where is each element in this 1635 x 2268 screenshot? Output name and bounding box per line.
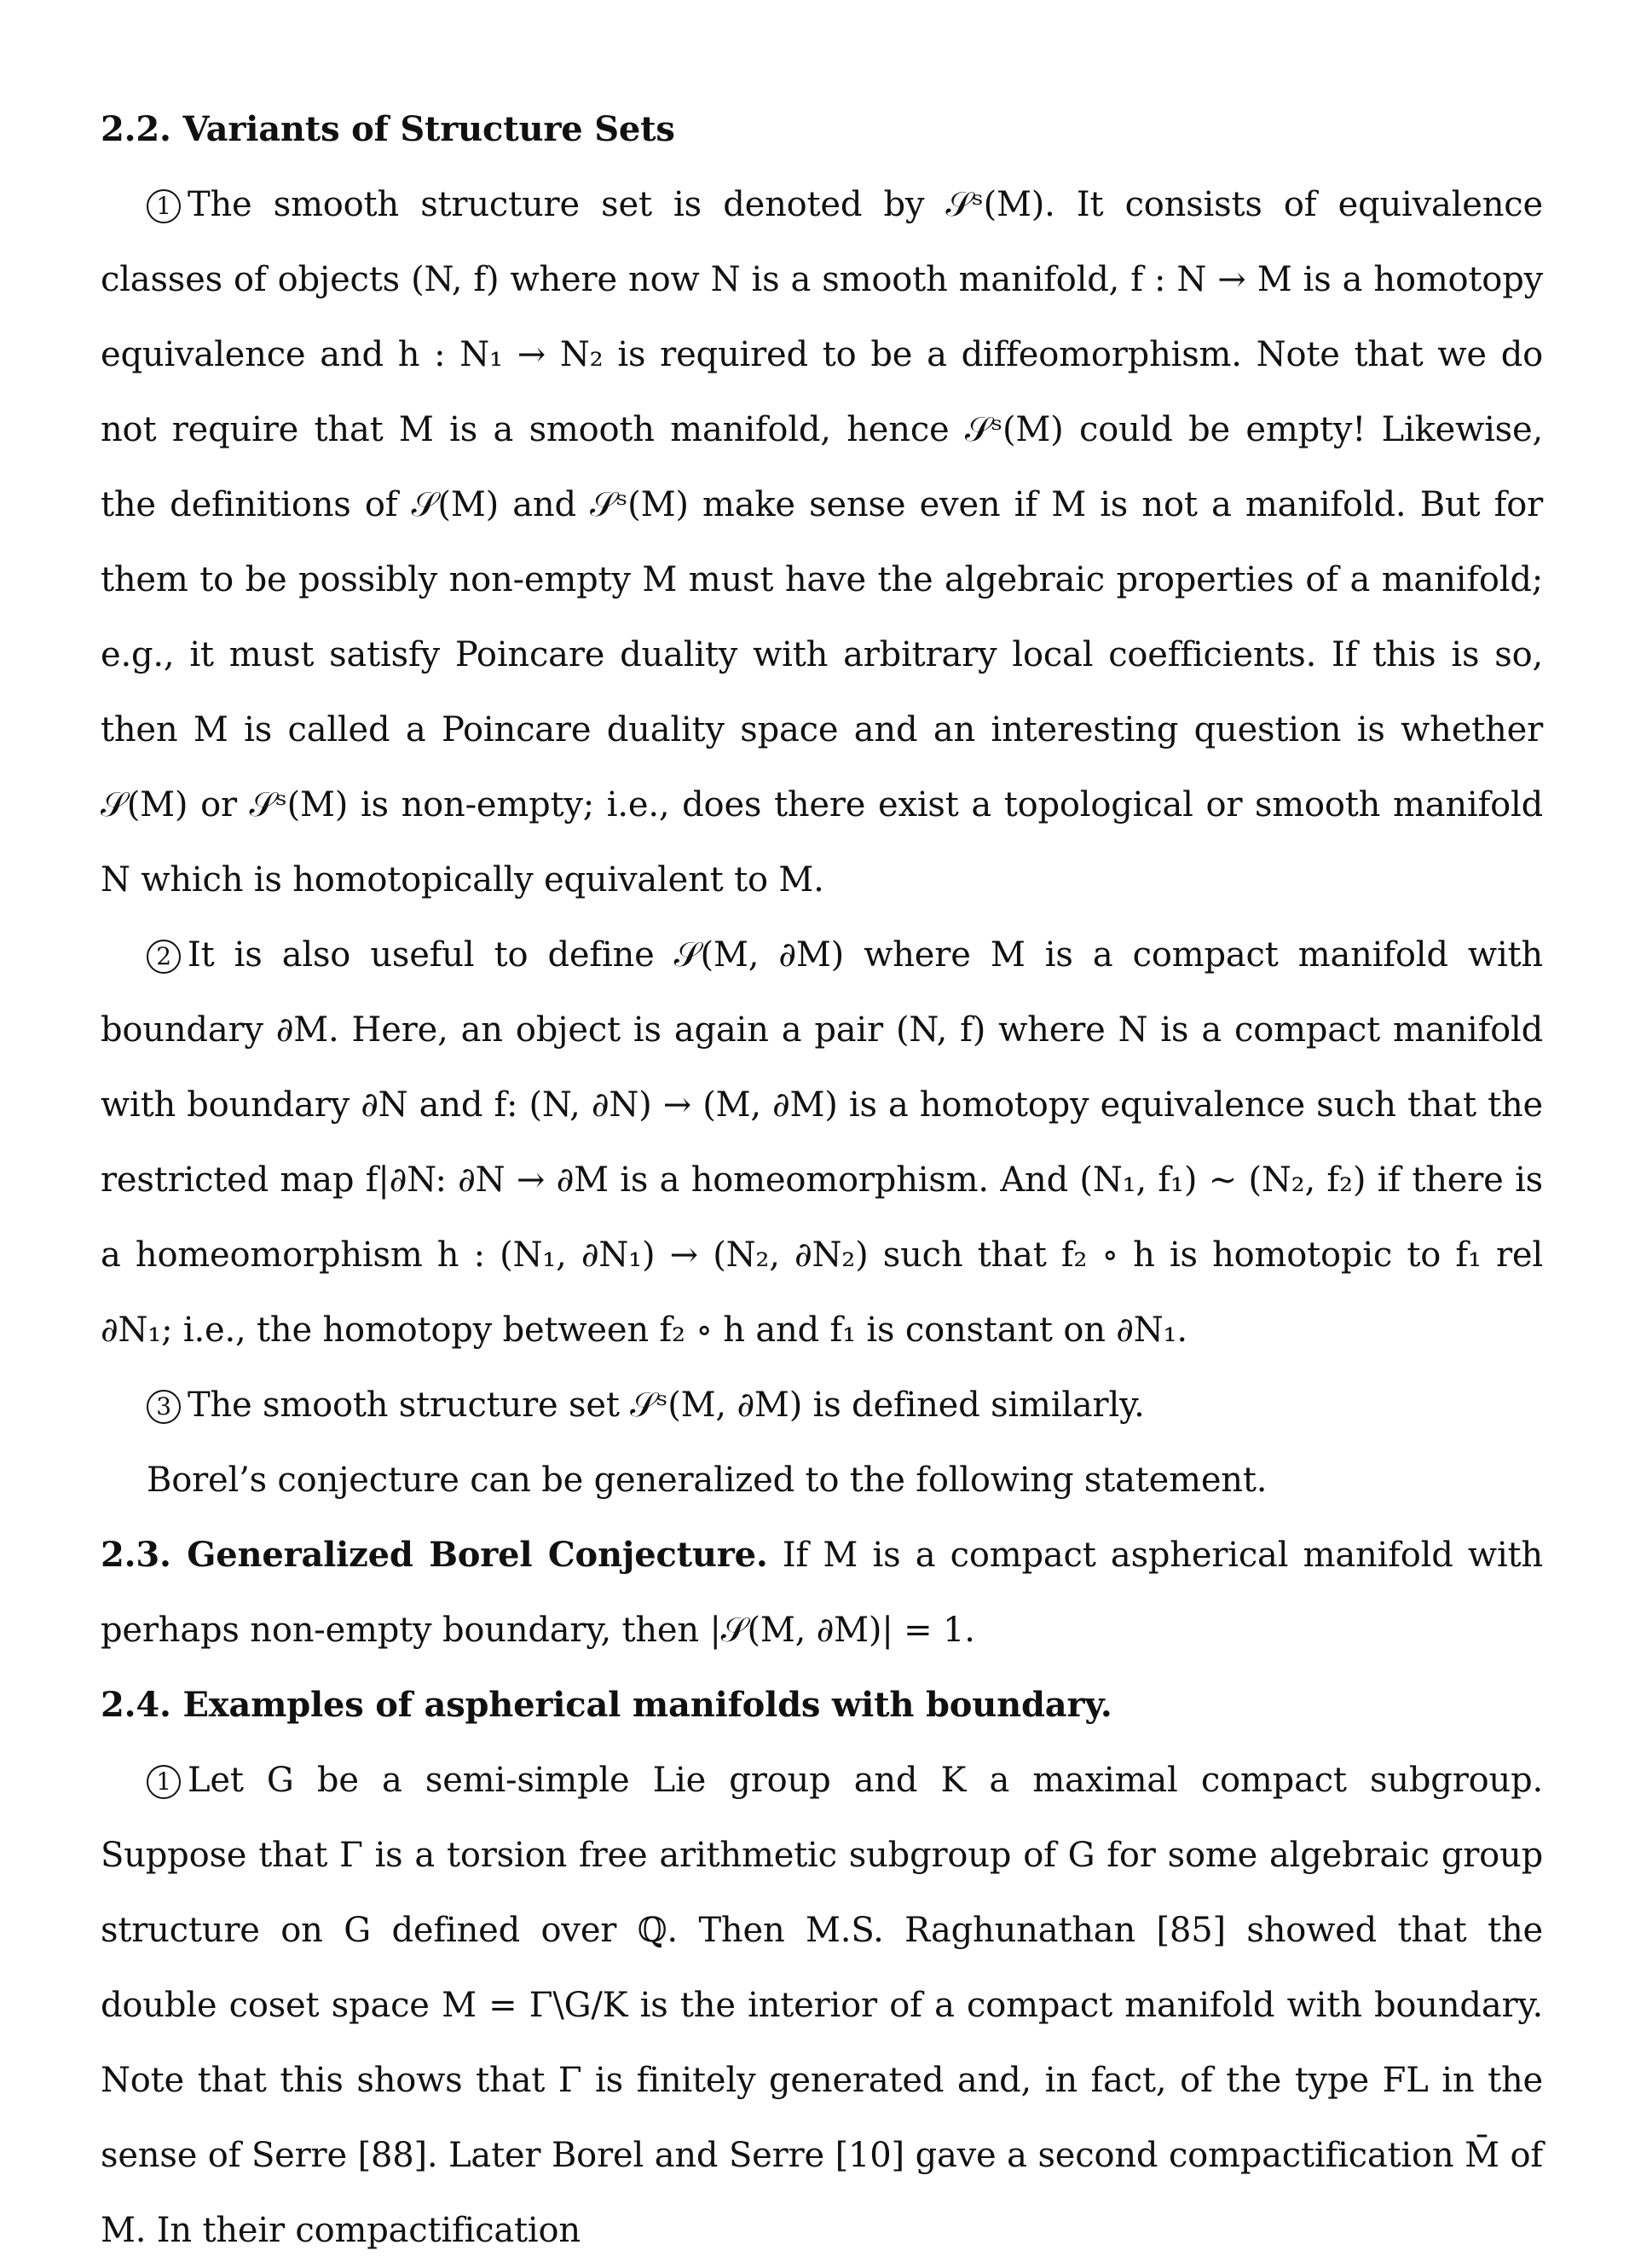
item-number-badge: 1 <box>147 189 181 223</box>
paragraph-text: The smooth structure set is denoted by 𝒮ˢ(M). It consists of equivalence classes of objects (N, f) where now N is a smooth manifold, f : N → M is a homotopy equivalence and h : N₁ → N₂ is required to be a diffeomorphism. Note that we do not require that M is a smooth manifold, hence 𝒮ˢ(M) could be empty! Likewise, the definitions of 𝒮(M) and 𝒮ˢ(M) make sense even if M is not a manifold. But for them to be possibly non-empty M must have the algebraic properties of a manifold; e.g., it must satisfy Poincare duality with arbitrary local coefficients. If this is so, then M is called a Poincare duality space and an interesting question is whether 𝒮(M) or 𝒮ˢ(M) is non-empty; i.e., does there exist a topological or smooth manifold N which is homotopically equivalent to M. <box>101 185 1543 900</box>
paragraph-text: If M is a compact aspherical manifold with perhaps non-empty boundary, then |𝒮(M, ∂M)| = 1. <box>101 1536 1543 1650</box>
item-number-badge: 2 <box>147 940 181 974</box>
section-heading-2-4: 2.4. Examples of aspherical manifolds with boundary. <box>101 1685 1112 1725</box>
section-heading-2-2: 2.2. Variants of Structure Sets <box>101 109 675 149</box>
paragraph-smooth-structure-set <box>101 167 1543 917</box>
paragraph-smooth-boundary-set <box>101 1368 1543 1443</box>
item-number-badge: 3 <box>147 1390 181 1424</box>
section-heading-2-3: 2.3. Generalized Borel Conjecture. <box>101 1535 768 1575</box>
paragraph-text: The smooth structure set 𝒮ˢ(M, ∂M) is defined similarly. <box>188 1386 1145 1425</box>
paragraph-generalized-borel-conjecture <box>101 1518 1543 1668</box>
paragraph-borel-generalization: Borel’s conjecture can be generalized to the following statement. <box>147 1461 1268 1500</box>
paragraph-text: It is also useful to define 𝒮(M, ∂M) where M is a compact manifold with boundary ∂M. Here, an object is again a pair (N, f) where N is a compact manifold with boundary ∂N and f: (N, ∂N) → (M, ∂M) is a homotopy equivalence such that the restricted map f|∂N: ∂N → ∂M is a homeomorphism. And (N₁, f₁) ∼ (N₂, f₂) if there is a homeomorphism h : (N₁, ∂N₁) → (N₂, ∂N₂) such that f₂ ∘ h is homotopic to f₁ rel ∂N₁; i.e., the homotopy between f₂ ∘ h and f₁ is constant on ∂N₁. <box>101 935 1543 1350</box>
paragraph-boundary-structure-set <box>101 917 1543 1368</box>
paragraph-text: Let G be a semi-simple Lie group and K a maximal compact subgroup. Suppose that Γ is a torsion free arithmetic subgroup of G for some algebraic group structure on G defined over ℚ. Then M.S. Raghunathan [85] showed that the double coset space M = Γ\G/K is the interior of a compact manifold with boundary. Note that this shows that Γ is finitely generated and, in fact, of the type FL in the sense of Serre [88]. Later Borel and Serre [10] gave a second compactification M̄ of M. In their compactification <box>101 1761 1543 2250</box>
page-content <box>101 92 1543 2268</box>
paragraph-arithmetic-groups <box>101 1743 1543 2268</box>
item-number-badge: 1 <box>147 1765 181 1799</box>
